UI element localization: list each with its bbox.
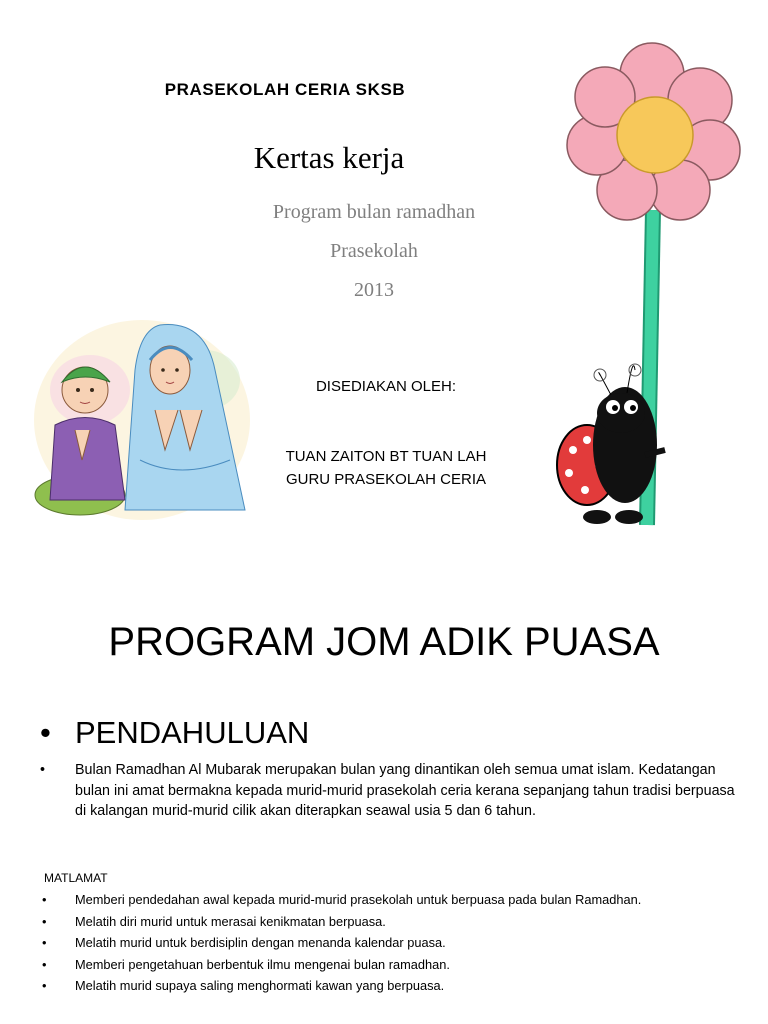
intro-paragraph bbox=[40, 760, 740, 822]
list-item bbox=[40, 954, 760, 976]
goal-text: Melatih murid untuk berdisiplin dengan menanda kalendar puasa. bbox=[75, 935, 446, 951]
bullet: • bbox=[42, 892, 47, 907]
section-heading bbox=[40, 715, 309, 751]
bullet: • bbox=[42, 956, 47, 972]
program-title: PROGRAM JOM ADIK PUASA bbox=[108, 620, 660, 664]
goal-text: Memberi pengetahuan berbentuk ilmu mengenai bulan ramadhan. bbox=[75, 956, 450, 972]
section-heading-text: PENDAHULUAN bbox=[75, 715, 310, 750]
prepared-by-label: DISEDIAKAN OLEH: bbox=[315, 378, 457, 395]
list-item bbox=[40, 932, 760, 954]
goals-list bbox=[40, 889, 760, 997]
author-name: TUAN ZAITON BT TUAN LAH bbox=[285, 448, 487, 465]
list-item bbox=[40, 889, 760, 911]
goal-text: Melatih murid supaya saling menghormati kawan yang berpuasa. bbox=[75, 978, 445, 994]
intro-text: Bulan Ramadhan Al Mubarak merupakan bulan yang dinantikan oleh semua umat islam. Kedatangan bulan ini amat bermakna kepada murid-murid prasekolah ceria kerana sepanjang tahun tradisi berpuasa di kalangan murid-murid cilik akan diterapkan seawal usia 5 dan 6 tahun. bbox=[75, 762, 735, 819]
document-type: Kertas kerja bbox=[253, 140, 405, 175]
list-item bbox=[40, 975, 760, 997]
goal-text: Memberi pendedahan awal kepada murid-murid prasekolah untuk berpuasa pada bulan Ramadhan. bbox=[75, 892, 642, 907]
bullet: • bbox=[42, 913, 47, 929]
bullet: • bbox=[40, 762, 46, 778]
goal-text: Melatih diri murid untuk merasai kenikmatan berpuasa. bbox=[75, 913, 386, 929]
bullet: • bbox=[40, 715, 51, 750]
subtitle-line-1: Program bulan ramadhan bbox=[272, 201, 476, 223]
bullet: • bbox=[42, 978, 47, 994]
school-name: PRASEKOLAH CERIA SKSB bbox=[164, 80, 406, 99]
list-item bbox=[40, 911, 760, 933]
subtitle-year: 2013 bbox=[354, 279, 394, 301]
goals-label: MATLAMAT bbox=[44, 871, 108, 885]
subtitle-line-2: Prasekolah bbox=[330, 240, 418, 262]
author-role: GURU PRASEKOLAH CERIA bbox=[285, 471, 487, 488]
praying-children-illustration bbox=[30, 310, 255, 530]
flower-and-ladybug-illustration bbox=[555, 35, 745, 530]
bullet: • bbox=[42, 935, 47, 951]
